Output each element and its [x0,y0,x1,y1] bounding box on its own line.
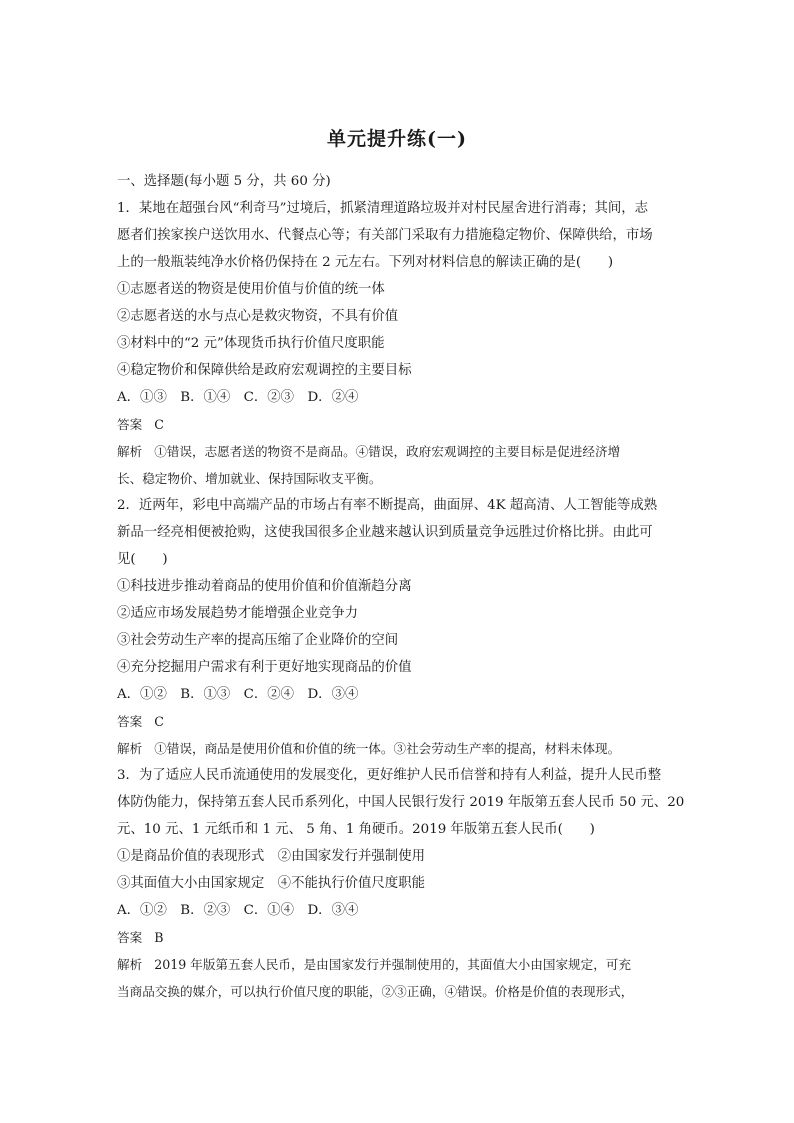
question-2-stem-line-1: 2．近两年，彩电中高端产品的市场占有率不断提高，曲面屏、4K 超高清、人工智能等成熟 [117,498,658,513]
question-3-statement-line-1: ①是商品价值的表现形式 ②由国家发行并强制使用 [117,849,425,864]
explanation-text: 2019 年版第五套人民币，是由国家发行并强制使用的，其面值大小由国家规定，可充 [154,957,632,972]
answer-label: 答案 [117,417,143,432]
question-1-explanation-line-2: 长、稳定物价、增加就业、保持国际收支平衡。 [117,471,382,486]
question-2-statement-3: ③社会劳动生产率的提高压缩了企业降价的空间 [117,633,399,648]
question-1-stem-line-3: 上的一般瓶装纯净水价格仍保持在 2 元左右。下列对材料信息的解读正确的是( ) [117,255,614,270]
question-1-statement-2: ②志愿者送的水与点心是救灾物资，不具有价值 [117,309,399,324]
question-1-answer [117,415,682,435]
question-1-stem-line-1: 1．某地在超强台风“利奇马”过境后，抓紧清理道路垃圾并对村民屋舍进行消毒；其间，志 [117,201,649,216]
explanation-label: 解析 [117,741,143,756]
question-2-stem-line-2: 新品一经亮相便被抢购，这使我国很多企业越来越认识到质量竞争远胜过价格比拼。由此可 [117,525,653,540]
question-1-statement-3: ③材料中的“2 元”体现货币执行价值尺度职能 [117,336,385,351]
question-3-stem-line-1: 3．为了适应人民币流通使用的发展变化，更好维护人民币信誉和持有人利益，提升人民币整 [117,768,662,783]
question-1-explanation-line-1 [117,442,682,462]
explanation-text: ①错误，志愿者送的物资不是商品。④错误，政府宏观调控的主要目标是促进经济增 [154,444,621,459]
question-1-stem-line-2: 愿者们挨家挨户送饮用水、代餐点心等；有关部门采取有力措施稳定物价、保障供给，市场 [117,228,653,243]
question-2-statement-4: ④充分挖掘用户需求有利于更好地实现商品的价值 [117,660,412,675]
answer-value: C [154,417,164,432]
question-1-statement-1: ①志愿者送的物资是使用价值与价值的统一体 [117,282,385,297]
question-2-answer [117,712,682,732]
question-2-statement-2: ②适应市场发展趋势才能增强企业竞争力 [117,606,359,621]
explanation-label: 解析 [117,957,143,972]
question-3-stem-line-3: 元、10 元、1 元纸币和 1 元、 5 角、1 角硬币。2019 年版第五套人民币( ) [117,822,595,837]
question-2-statement-1: ①科技进步推动着商品的使用价值和价值渐趋分离 [117,579,412,594]
section-heading: 一、选择题(每小题 5 分，共 60 分) [117,174,331,189]
question-2-explanation-line-1 [117,739,682,759]
question-3-explanation-line-1 [117,955,682,975]
answer-label: 答案 [117,714,143,729]
answer-label: 答案 [117,930,143,945]
explanation-text: ①错误，商品是使用价值和价值的统一体。③社会劳动生产率的提高，材料未体现。 [154,741,621,756]
question-3-options: A．①② B．②③ C．①④ D．③④ [117,903,359,918]
question-2-options: A．①② B．①③ C．②④ D．③④ [117,687,359,702]
question-3-stem-line-2: 体防伪能力，保持第五套人民币系列化，中国人民银行发行 2019 年版第五套人民币 50 元、20 [117,795,685,810]
question-1-statement-4: ④稳定物价和保障供给是政府宏观调控的主要目标 [117,363,412,378]
question-1-options: A．①③ B．①④ C．②③ D．②④ [117,390,359,405]
answer-value: C [154,714,164,729]
explanation-label: 解析 [117,444,143,459]
question-3-statement-line-2: ③其面值大小由国家规定 ④不能执行价值尺度职能 [117,876,425,891]
question-3-answer [117,928,682,948]
answer-value: B [154,930,164,945]
question-3-explanation-line-2: 当商品交换的媒介，可以执行价值尺度的职能，②③正确，④错误。价格是价值的表现形式， [117,984,634,999]
question-2-stem-line-3: 见( ) [117,552,168,567]
page-title: 单元提升练(一) [327,128,467,150]
